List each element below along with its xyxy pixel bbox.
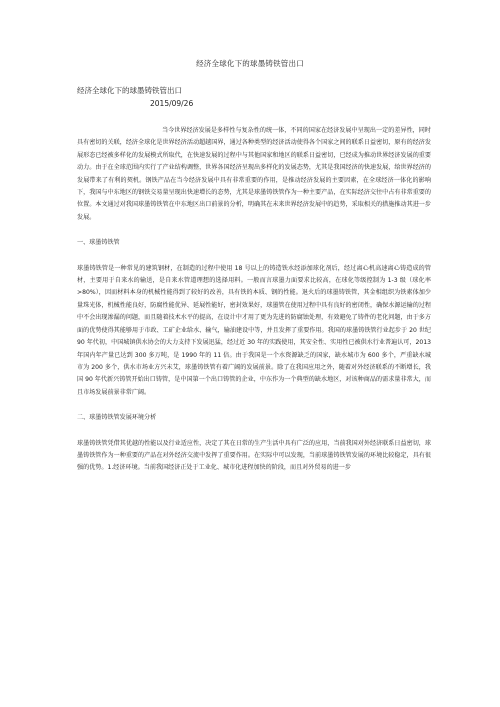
section-heading-1: 一、球墨铸铁管 [77, 239, 120, 247]
section-1-paragraph: 球墨铸铁管是一种常见的建筑钢材，在制造的过程中使用 18 号以上的铸造铁水经添加球化剂后，经过离心机高速离心铸造成的管材，主要用于自来水的输送，是自来水管道理想的选择用料。一般而言球墨力面要求比较高，在球化等级控制为 1-3 级（球化率>80%），因而材料本身的机械性能得到了较好的改善，具有铁的本质、钢的性能。退火后的球墨铸铁管，其金相组织为铁素体加少量珠光体，机械性能良好，防腐性能优异、延展性能好，密封效果好，球墨管在使用过程中具有良好的密闭性，确保水源运输的过程中不会出现渗漏的问题，而且随着技术水平的提高，在设计中才用了更为先进的防腐蚀处理，有效避免了铸件的老化问题，由于多方面的优势使得其能够用于市政、工矿企业给水、输气，输油建设中等，并且发挥了重要作用。我国的球墨铸铁管行业起步于 20 世纪 90 年代初，中国城镇供水协会的大力支持下发展迅猛，经过近 30 年的实践使用，其安全性、实用性已被供水行业普遍认可，2013 年国内年产量已达到 300 多万吨，是 1990 年的 11 倍。由于我国是一个水资源缺乏的国家，缺水城市为 600 多个，严重缺水城市为 200 多个，供水市场业方兴未艾，球墨铸铁管有着广阔的发展前景。除了在我国应用之外，随着对外经济联系的不断增长，我国 90 年代新兴铸管开始出口铸管，是中国第一个出口铸管的企业，中东作为一个典型的缺水地区，对该种商品的需求量非常大，而且市场发展前景非常广阔。 [77, 264, 431, 396]
document-title: 经济全球化下的球墨铸铁管出口 [196, 59, 304, 68]
article-body [77, 125, 431, 475]
intro-paragraph: 当今世界经济发展是多样性与复杂性的统一体，不同的国家在经济发展中呈现出一定的差异性，同时具有密切的关联，经济全球化是世界经济活动超越国界，通过各种类型的经济活动使得各个国家之间的联系日益密切，原有的经济发展形态已经被多样化的发展模式所取代，在快速发展的过程中与其他国家和地区的联系日益密切，已经成为推动世界经济发展的重要动力。由于在全球范围内实行了产业结构调整，世界各国经济呈现出多样化的发展态势，尤其是我国经济的快速发展，给世界经济的发展带来了有利的契机。钢铁产品在当今经济发展中具有非常重要的作用，是推动经济发展的主要因素，在全球经济一体化的影响下，我国与中东地区的钢铁交易量呈现出快速增长的态势，尤其是球墨铸铁管作为一种主要产品，在实际经济交往中占有非常重要的位置。本文通过对我国球墨铸铁管在中东地区出口前景的分析，明确其在未来世界经济发展中的趋势，采取相关的措施推动其进一步发展。 [77, 127, 431, 221]
publish-date: 2015/09/26 [150, 99, 194, 108]
article-subtitle: 经济全球化下的球墨铸铁管出口 [77, 86, 182, 95]
section-heading-2: 二、球墨铸铁管发展环境分析 [77, 414, 157, 422]
section-2-paragraph: 球墨铸铁管凭借其优越的性能以及行业适应性，决定了其在日常的生产生活中具有广泛的应用，当前我国对外经济联系日益密切，球墨铸铁管作为一种重要的产品在对外经济交流中发挥了重要作用。在实际中可以发现，当前球墨铸铁管发展的环境比较稳定，具有很强的优势。1.经济环境。当前我国经济正处于工业化、城市化进程加快的阶段，而且对外贸易的进一步 [77, 439, 431, 472]
